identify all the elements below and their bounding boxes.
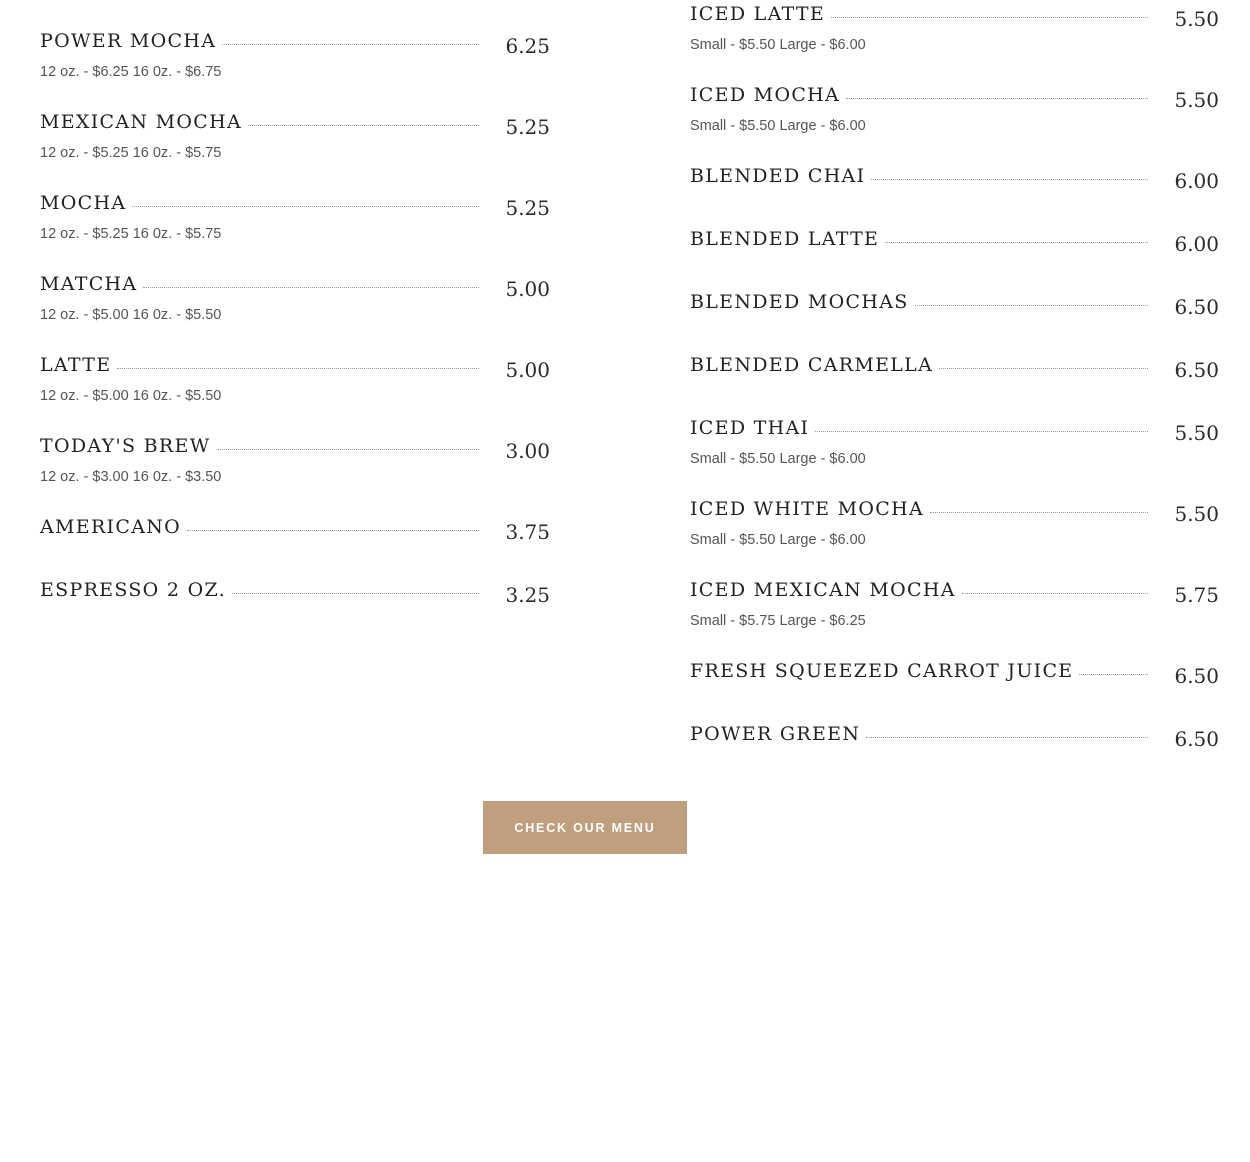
dotted-leader — [143, 287, 479, 288]
dotted-leader — [846, 98, 1148, 99]
item-description: Small - $5.50 Large - $6.00 — [690, 118, 866, 134]
item-name: ICED LATTE — [690, 3, 826, 25]
item-name: ICED MEXICAN MOCHA — [690, 579, 956, 601]
menu-item — [690, 283, 1219, 319]
dotted-leader — [248, 125, 479, 126]
menu-item — [690, 571, 1219, 629]
menu-item — [690, 409, 1219, 467]
dotted-leader — [217, 449, 480, 450]
menu-item — [690, 652, 1219, 688]
item-name: MATCHA — [40, 273, 138, 295]
item-price: 5.50 — [1174, 7, 1219, 31]
dotted-leader — [962, 593, 1149, 594]
item-name: AMERICANO — [40, 516, 182, 538]
dotted-leader — [1079, 674, 1148, 675]
item-description: Small - $5.50 Large - $6.00 — [690, 37, 866, 53]
item-description: 12 oz. - $6.25 16 0z. - $6.75 — [40, 64, 222, 80]
dotted-leader — [866, 737, 1148, 738]
item-price: 6.50 — [1174, 664, 1219, 688]
dotted-leader — [831, 17, 1148, 18]
menu-item — [40, 184, 550, 242]
menu-item — [690, 76, 1219, 134]
dotted-leader — [187, 530, 479, 531]
item-price: 3.25 — [505, 583, 550, 607]
dotted-leader — [132, 206, 479, 207]
item-name: BLENDED CARMELLA — [690, 354, 934, 376]
item-price: 5.00 — [505, 358, 550, 382]
item-price: 5.25 — [505, 196, 550, 220]
menu-item — [40, 265, 550, 323]
item-name: FRESH SQUEEZED CARROT JUICE — [690, 660, 1074, 682]
dotted-leader — [222, 44, 479, 45]
dotted-leader — [939, 368, 1148, 369]
menu-item — [690, 715, 1219, 751]
item-name: LATTE — [40, 354, 112, 376]
menu-item — [40, 427, 550, 485]
item-price: 5.25 — [505, 115, 550, 139]
menu-item — [40, 103, 550, 161]
item-description: 12 oz. - $3.00 16 0z. - $3.50 — [40, 469, 222, 485]
menu-item — [690, 346, 1219, 382]
menu-item — [40, 571, 550, 607]
item-price: 3.00 — [505, 439, 550, 463]
item-description: 12 oz. - $5.25 16 0z. - $5.75 — [40, 145, 222, 161]
check-our-menu-button[interactable]: CHECK OUR MENU — [483, 801, 687, 854]
item-name: BLENDED LATTE — [690, 228, 880, 250]
item-name: TODAY'S BREW — [40, 435, 211, 457]
item-price: 6.50 — [1174, 727, 1219, 751]
item-description: 12 oz. - $5.25 16 0z. - $5.75 — [40, 226, 222, 242]
dotted-leader — [815, 431, 1148, 432]
dotted-leader — [871, 179, 1148, 180]
item-price: 5.75 — [1174, 583, 1219, 607]
item-description: Small - $5.50 Large - $6.00 — [690, 451, 866, 467]
item-price: 6.25 — [505, 34, 550, 58]
item-name: ICED WHITE MOCHA — [690, 498, 925, 520]
menu-item — [690, 220, 1219, 256]
item-name: POWER GREEN — [690, 723, 861, 745]
item-description: Small - $5.75 Large - $6.25 — [690, 613, 866, 629]
item-price: 6.00 — [1174, 169, 1219, 193]
item-name: ESPRESSO 2 OZ. — [40, 579, 226, 601]
item-price: 6.00 — [1174, 232, 1219, 256]
item-price: 5.50 — [1174, 421, 1219, 445]
item-price: 5.50 — [1174, 88, 1219, 112]
item-name: BLENDED MOCHAS — [690, 291, 909, 313]
menu-item — [690, 490, 1219, 548]
dotted-leader — [232, 593, 479, 594]
item-name: ICED MOCHA — [690, 84, 841, 106]
menu-item — [40, 508, 550, 544]
item-name: POWER MOCHA — [40, 30, 217, 52]
item-name: ICED THAI — [690, 417, 810, 439]
item-price: 3.75 — [505, 520, 550, 544]
item-name: MOCHA — [40, 192, 127, 214]
item-description: Small - $5.50 Large - $6.00 — [690, 532, 866, 548]
dotted-leader — [915, 305, 1149, 306]
menu-item — [40, 346, 550, 404]
item-price: 5.00 — [505, 277, 550, 301]
item-name: BLENDED CHAI — [690, 165, 866, 187]
item-name: MEXICAN MOCHA — [40, 111, 243, 133]
menu-item — [690, 157, 1219, 193]
item-price: 6.50 — [1174, 358, 1219, 382]
item-price: 6.50 — [1174, 295, 1219, 319]
dotted-leader — [117, 368, 479, 369]
menu-item — [40, 22, 550, 80]
dotted-leader — [885, 242, 1148, 243]
item-price: 5.50 — [1174, 502, 1219, 526]
dotted-leader — [930, 512, 1148, 513]
item-description: 12 oz. - $5.00 16 0z. - $5.50 — [40, 307, 222, 323]
menu-item — [690, 0, 1219, 53]
item-description: 12 oz. - $5.00 16 0z. - $5.50 — [40, 388, 222, 404]
